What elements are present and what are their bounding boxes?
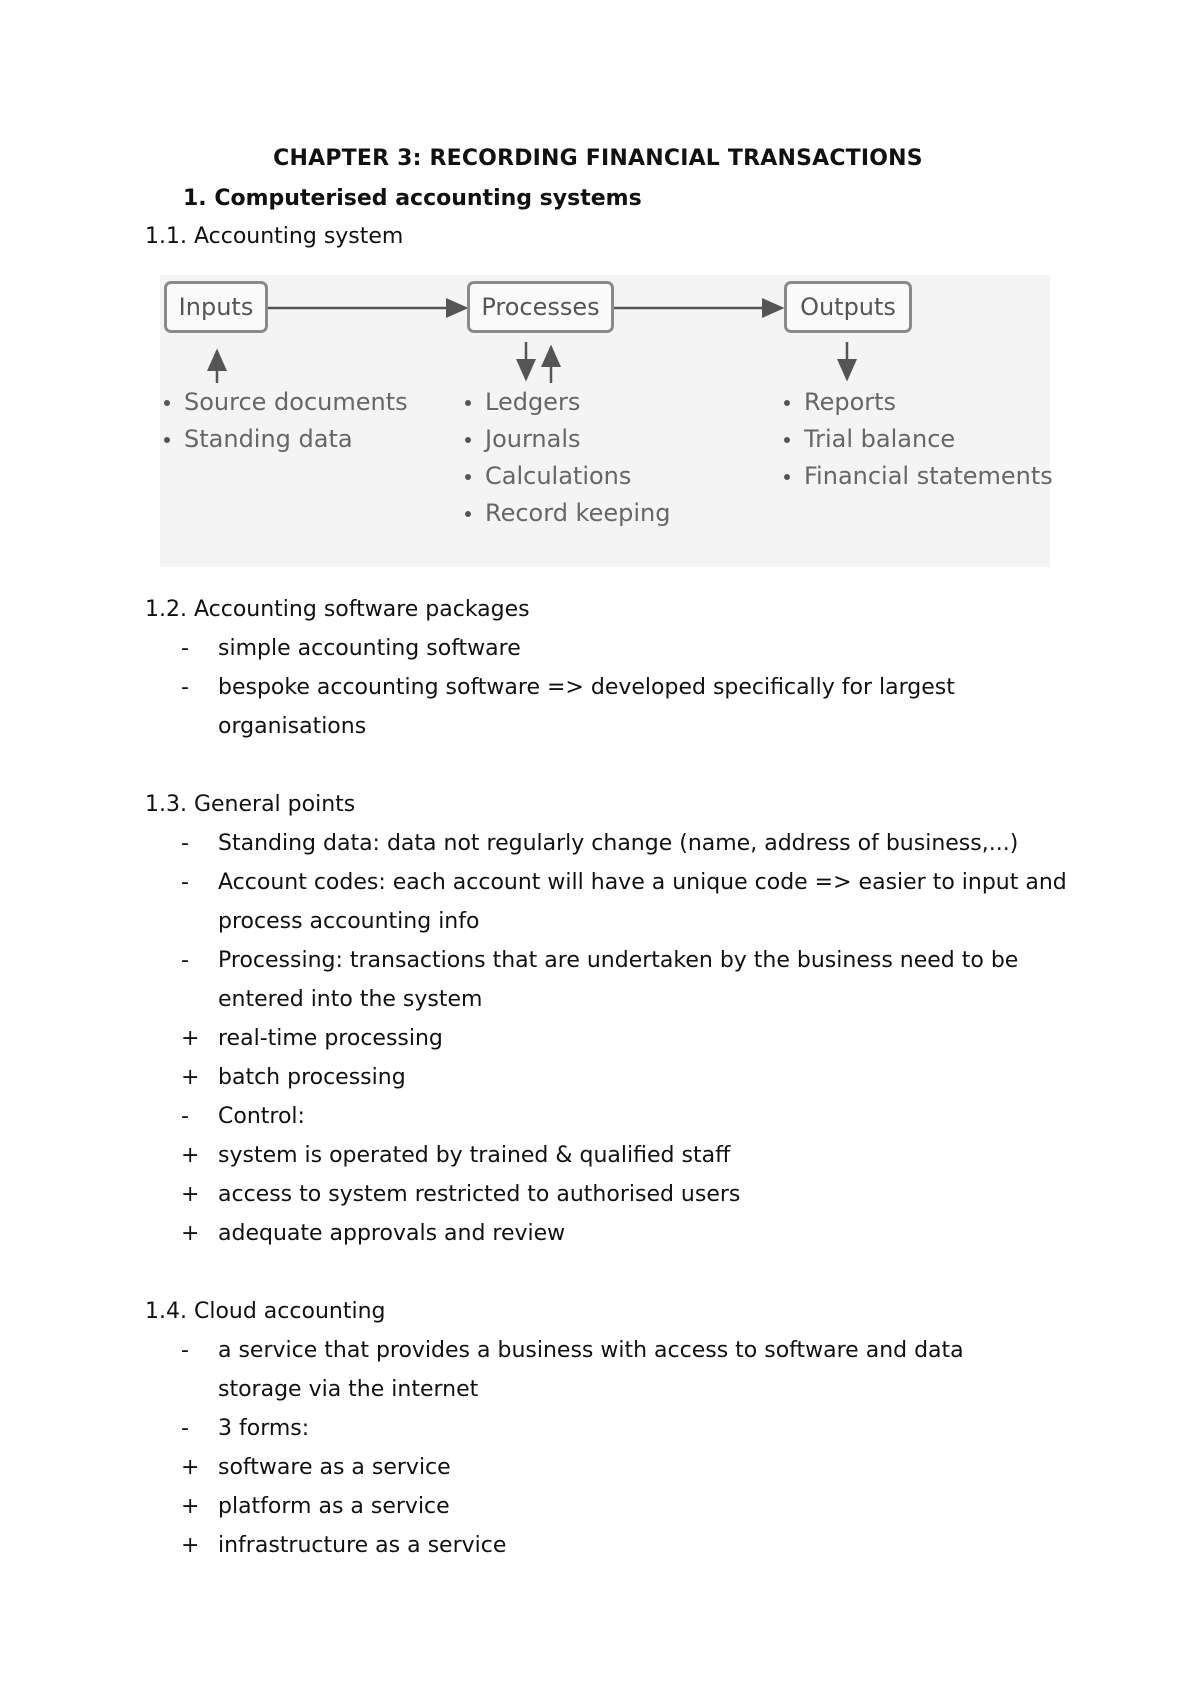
list-item-text: batch processing	[218, 1065, 406, 1090]
inputs-list	[160, 384, 408, 458]
section-1-title: Computerised accounting systems	[214, 186, 642, 211]
list-marker: +	[181, 1143, 200, 1168]
list-item-text: a service that provides a business with access to software and data	[218, 1338, 964, 1363]
list-marker: -	[181, 870, 189, 895]
list-item-text: adequate approvals and review	[218, 1221, 566, 1246]
section-1-number: 1.	[183, 186, 207, 211]
list-item-text: 3 forms:	[218, 1416, 310, 1441]
processes-list-item: Ledgers	[461, 384, 670, 421]
outputs-list-item: Reports	[780, 384, 1053, 421]
list-item-text: Account codes: each account will have a unique code => easier to input and	[218, 870, 1067, 895]
outputs-list-item: Financial statements	[780, 458, 1053, 495]
list-item-continuation: storage via the internet	[218, 1377, 479, 1402]
section-1-heading	[183, 186, 642, 211]
list-item-continuation: organisations	[218, 714, 367, 739]
section-1-3-heading: 1.3. General points	[145, 792, 356, 817]
list-item-text: infrastructure as a service	[218, 1533, 507, 1558]
list-item-text: system is operated by trained & qualified staff	[218, 1143, 731, 1168]
list-marker: +	[181, 1221, 200, 1246]
outputs-box: Outputs	[784, 281, 912, 333]
section-1-1-heading: 1.1. Accounting system	[145, 224, 404, 249]
inputs-list-item: Standing data	[160, 421, 408, 458]
list-item-text: bespoke accounting software => developed specifically for largest	[218, 675, 955, 700]
processes-box: Processes	[467, 281, 614, 333]
list-marker: -	[181, 675, 189, 700]
chapter-title: CHAPTER 3: RECORDING FINANCIAL TRANSACTIONS	[273, 146, 923, 171]
processes-list-item: Calculations	[461, 458, 670, 495]
list-item-text: platform as a service	[218, 1494, 450, 1519]
list-marker: -	[181, 1416, 189, 1441]
inputs-box: Inputs	[164, 281, 268, 333]
list-marker: -	[181, 948, 189, 973]
list-item-text: Standing data: data not regularly change (name, address of business,...)	[218, 831, 1019, 856]
list-marker: +	[181, 1455, 200, 1480]
section-1-2-heading: 1.2. Accounting software packages	[145, 597, 530, 622]
list-marker: -	[181, 831, 189, 856]
outputs-list	[780, 384, 1053, 495]
list-marker: +	[181, 1026, 200, 1051]
list-marker: -	[181, 636, 189, 661]
processes-list-item: Record keeping	[461, 495, 670, 532]
list-marker: +	[181, 1494, 200, 1519]
list-item-text: software as a service	[218, 1455, 451, 1480]
list-item-continuation: process accounting info	[218, 909, 480, 934]
list-marker: +	[181, 1533, 200, 1558]
accounting-system-diagram	[160, 275, 1053, 567]
list-item-text: Processing: transactions that are undertaken by the business need to be	[218, 948, 1019, 973]
list-item-text: access to system restricted to authorised users	[218, 1182, 741, 1207]
list-item-text: real-time processing	[218, 1026, 443, 1051]
list-marker: -	[181, 1338, 189, 1363]
section-1-4-heading: 1.4. Cloud accounting	[145, 1299, 386, 1324]
list-marker: +	[181, 1065, 200, 1090]
list-item-text: Control:	[218, 1104, 305, 1129]
list-item-text: simple accounting software	[218, 636, 521, 661]
list-marker: +	[181, 1182, 200, 1207]
outputs-list-item: Trial balance	[780, 421, 1053, 458]
processes-list	[461, 384, 670, 532]
processes-list-item: Journals	[461, 421, 670, 458]
list-item-continuation: entered into the system	[218, 987, 483, 1012]
list-marker: -	[181, 1104, 189, 1129]
inputs-list-item: Source documents	[160, 384, 408, 421]
